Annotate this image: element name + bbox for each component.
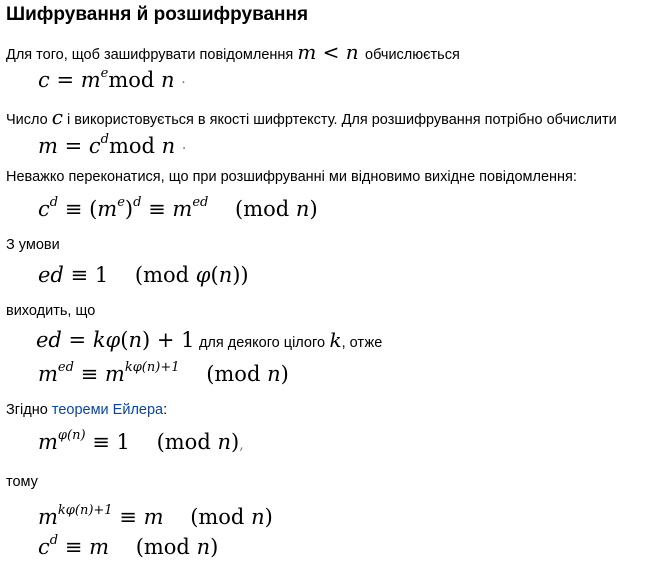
formula-result-1: $m^{k\varphi(n)+1} \equiv m$ (mod n) bbox=[38, 503, 273, 529]
paragraph-euler bbox=[6, 402, 167, 418]
formula-comma: , bbox=[239, 437, 244, 453]
paragraph-therefore: тому bbox=[6, 474, 38, 490]
text-segment: Для того, щоб зашифрувати повідомлення bbox=[6, 47, 294, 63]
formula-result-2: $c^d \equiv m$ (mod n) bbox=[38, 533, 219, 559]
text-segment: Число bbox=[6, 112, 48, 128]
text-segment: для деякого цілого bbox=[198, 335, 326, 351]
formula-med-congruence: $m^{ed} \equiv m^{k\varphi(n)+1}$ (mod n) bbox=[38, 360, 289, 386]
math-inline-m-lt-n bbox=[297, 40, 365, 64]
text-segment: обчислюється bbox=[365, 47, 460, 63]
math-inline-c: c bbox=[51, 105, 63, 129]
math-var-m: m bbox=[297, 40, 317, 64]
formula-dot: · bbox=[181, 141, 187, 157]
math-inline-k: k bbox=[329, 328, 342, 352]
formula-ed-expansion: ed = kφ(n) + 1 bbox=[36, 328, 195, 352]
paragraph-follows: виходить, що bbox=[6, 303, 96, 319]
euler-theorem-link[interactable]: теореми Ейлера bbox=[51, 402, 164, 418]
formula-encryption: $c = m^emod$ n · bbox=[38, 66, 186, 92]
text-segment: : bbox=[163, 402, 168, 418]
formula-condition: ed ≡ 1 (mod φ(n)) bbox=[38, 263, 249, 287]
formula-ed-expansion-row bbox=[36, 328, 382, 352]
math-var-n: n bbox=[345, 40, 359, 64]
paragraph-encrypt-intro bbox=[6, 40, 460, 64]
formula-euler: $m^{\varphi(n)} \equiv 1$ (mod n), bbox=[38, 428, 244, 454]
formula-congruence-1: $c^d \equiv (m^e)^d \equiv m^{ed}$ (mod n) bbox=[38, 195, 318, 221]
section-title: Шифрування й розшифрування bbox=[6, 4, 309, 25]
math-op-lt: < bbox=[322, 40, 340, 64]
paragraph-verify: Неважко переконатися, що при розшифруванні ми відновимо вихідне повідомлення: bbox=[6, 169, 577, 185]
paragraph-ciphertext bbox=[6, 105, 617, 129]
paragraph-condition: З умови bbox=[6, 237, 60, 253]
formula-decryption: $m = c^dmod$ n · bbox=[38, 132, 187, 158]
text-segment: , отже bbox=[341, 335, 383, 351]
formula-dot: · bbox=[181, 75, 186, 91]
text-segment: Згідно bbox=[6, 402, 48, 418]
text-segment: і використовується в якості шифртексту. Для розшифрування потрібно обчислити bbox=[66, 112, 617, 128]
